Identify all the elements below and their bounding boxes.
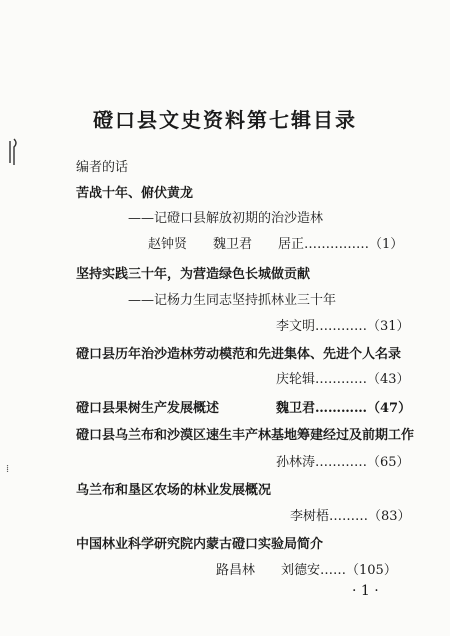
toc-entry-title: 乌兰布和垦区农场的林业发展概况 (76, 483, 272, 498)
toc-entry-title: 坚持实践三十年，为营造绿色长城做贡献 (76, 267, 311, 282)
page-ref: （83） (368, 509, 411, 524)
author-names: 孙林涛 (276, 455, 316, 470)
author-names: 赵钟贤 魏卫君 居正 (148, 237, 305, 252)
toc-entry-authors (276, 315, 410, 334)
margin-mark: ⁞ (6, 462, 10, 475)
dot-leader: ………… (315, 319, 368, 334)
toc-entry-authors (290, 505, 411, 524)
dot-leader: ……… (329, 509, 369, 524)
page-ref: （105） (346, 563, 397, 578)
page-ref: （65） (367, 455, 410, 470)
toc-entry-subtitle: ——记磴口县解放初期的治沙造林 (128, 211, 324, 226)
toc-entry-authors (148, 233, 403, 252)
toc-entry-title: 中国林业科学研究院内蒙古磴口实验局简介 (76, 537, 324, 552)
toc-entry-authors (276, 397, 411, 416)
dot-leader: …… (320, 563, 347, 578)
page-ref: （1） (369, 237, 404, 252)
page-ref: （47） (367, 401, 412, 416)
author-names: 路昌林 刘德安 (216, 563, 321, 578)
toc-entry-title: 磴口县乌兰布和沙漠区速生丰产林基地筹建经过及前期工作 (76, 428, 415, 443)
author-names: 李树梧 (290, 509, 330, 524)
page-ref: （31） (367, 319, 410, 334)
page-title: 磴口县文史资料第七辑目录 (93, 108, 357, 132)
toc-entry-authors (276, 451, 410, 470)
toc-entry-authors (216, 559, 397, 578)
toc-entry-editors-note: 编者的话 (76, 160, 129, 175)
author-names: 庆轮辑 (276, 372, 316, 387)
author-names: 魏卫君 (276, 401, 316, 416)
page-number: · 1 · (352, 583, 379, 599)
toc-entry-title: 磴口县历年治沙造林劳动模范和先进集体、先进个人名录 (76, 347, 402, 362)
dot-leader: …………… (304, 237, 370, 252)
toc-entry-title: 苦战十年、俯伏黄龙 (76, 186, 194, 201)
toc-entry-title: 磴口县果树生产发展概述 (76, 401, 220, 416)
page-ref: （43） (367, 372, 410, 387)
margin-scribble (4, 137, 24, 167)
dot-leader: ………… (315, 372, 368, 387)
dot-leader: ………… (315, 455, 368, 470)
author-names: 李文明 (276, 319, 316, 334)
toc-entry-authors (276, 368, 410, 387)
dot-leader: ………… (315, 401, 368, 416)
toc-entry-subtitle: ——记杨力生同志坚持抓林业三十年 (128, 293, 337, 308)
